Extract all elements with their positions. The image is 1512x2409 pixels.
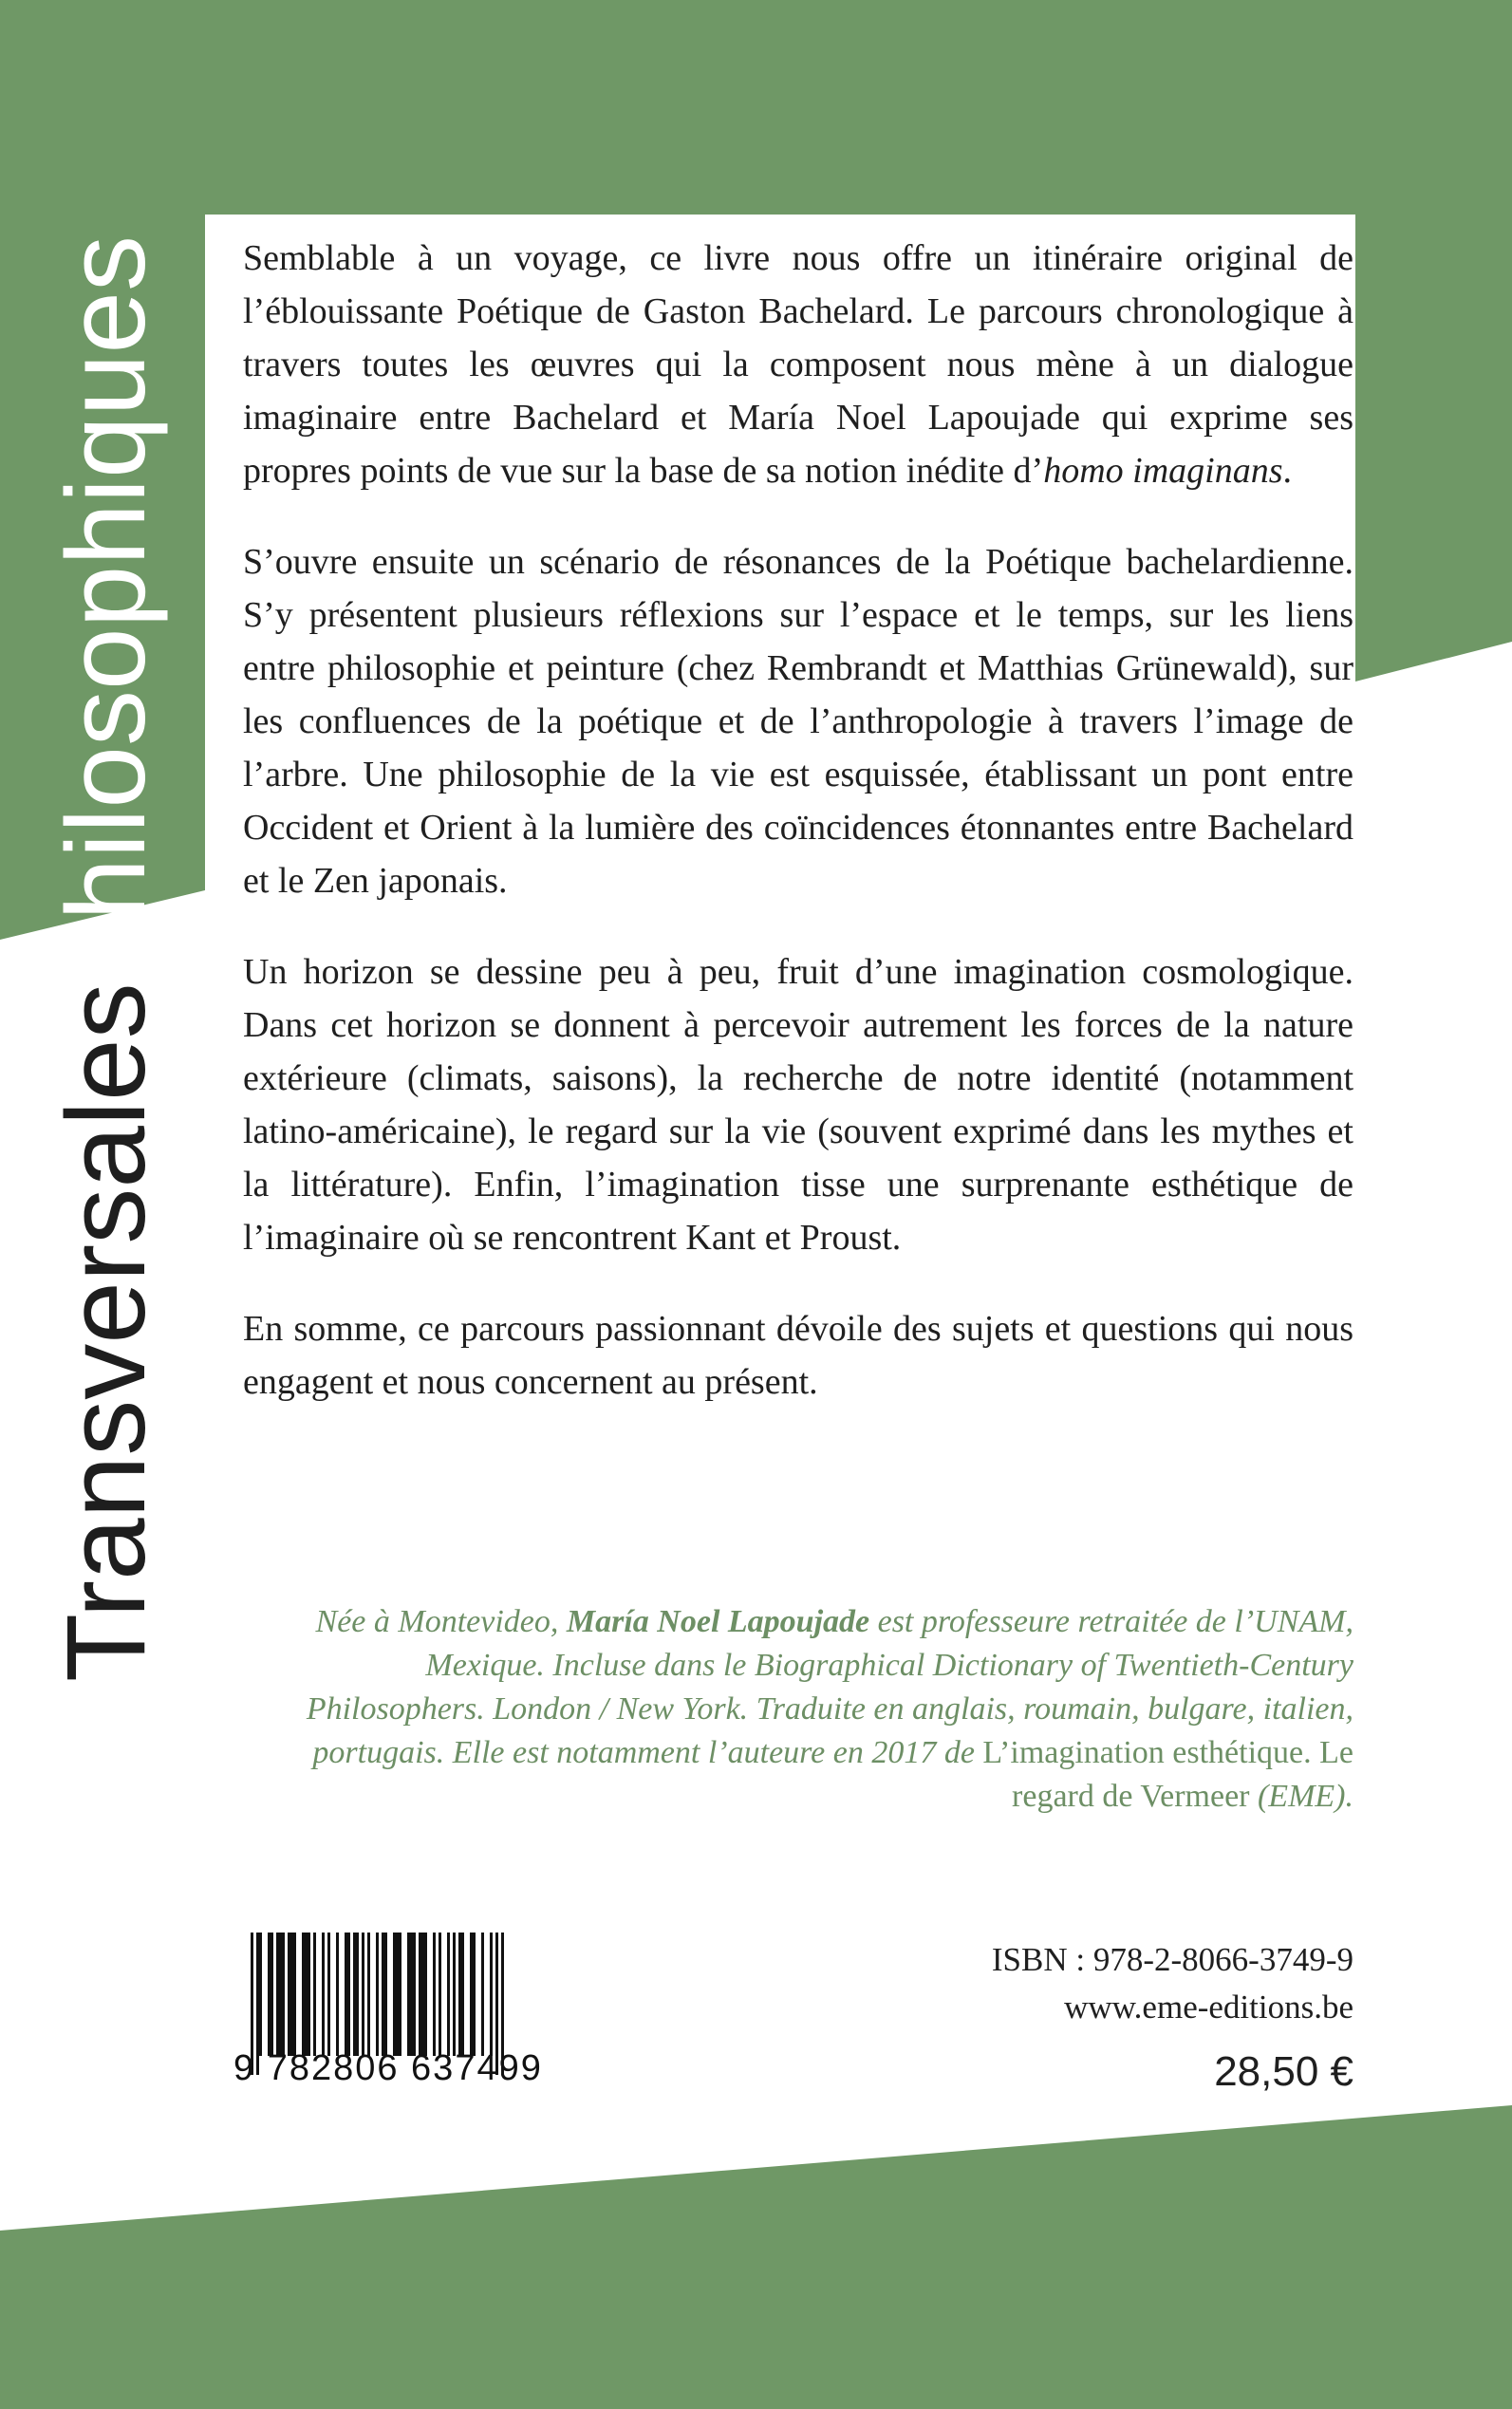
paragraph-4: En somme, ce parcours passionnant dévoile des sujets et questions qui nous engagent et nous concernent au présent. — [243, 1309, 1353, 1402]
publisher-mention: (EME). — [1249, 1779, 1353, 1814]
barcode-digits: 9 782806 637499 — [233, 2048, 543, 2088]
author-name: María Noel Lapoujade — [566, 1604, 870, 1639]
homo-imaginans-term: homo imaginans — [1043, 451, 1283, 491]
isbn-number: ISBN : 978-2-8066-3749-9 — [991, 1941, 1353, 1978]
series-title-vertical — [44, 235, 169, 1682]
paragraph-2: S’ouvre ensuite un scénario de résonances de la Poétique bachelardienne. S’y présentent plusieurs réflexions sur l’espace et le temps, sur les liens entre philosophie et peinture (chez Rembrandt et Matthias Grünewald), sur les confluences de la poétique et de l’anthropologie à travers l’image de l’arbre. Une philosophie de la vie est esquissée, établissant un pont entre Occident et Orient à la lumière des coïncidences étonnantes entre Bachelard et le Zen japonais. — [243, 542, 1353, 901]
paragraph-3: Un horizon se dessine peu à peu, fruit d’une imagination cosmologique. Dans cet horizon se donnent à percevoir autrement les forces de la nature extérieure (climats, saisons), la recherche de notre identité (notamment latino-américaine), le regard sur la vie (souvent exprimé dans les mythes et la littérature). Enfin, l’imagination tisse une surprenante esthétique de l’imaginaire où se rencontrent Kant et Proust. — [243, 952, 1353, 1258]
series-title-word2: philosophiques — [44, 235, 169, 983]
isbn-block — [992, 1936, 1353, 2031]
price: 28,50 € — [1214, 2048, 1353, 2095]
series-title-word1: Transversales — [44, 982, 169, 1682]
paragraph-1: Semblable à un voyage, ce livre nous offre un itinéraire original de l’éblouissante Poétique de Gaston Bachelard. Le parcours chronologique à travers toutes les œuvres qui la composent nous mène à un dialogue imaginaire entre Bachelard et María Noel Lapoujade qui exprime ses propres points de vue sur la base de sa notion inédite d’homo imaginans. — [243, 238, 1353, 491]
back-cover-blurb — [243, 232, 1353, 1447]
book-title: L’imagination esthétique. Le regard de Vermeer — [982, 1735, 1353, 1814]
publisher-website: www.eme-editions.be — [1064, 1989, 1353, 2026]
author-bio: Née à Montevideo, María Noel Lapoujade est professeure retraitée de l’UNAM, Mexique. Incluse dans le Biographical Dictionary of Twentieth-Century Philosophers. London / New York. Traduite en anglais, roumain, bulgare, italien, portugais. Elle est notamment l’auteure en 2017 de L’imagination esthétique. Le regard de Vermeer (EME). — [306, 1604, 1353, 1814]
